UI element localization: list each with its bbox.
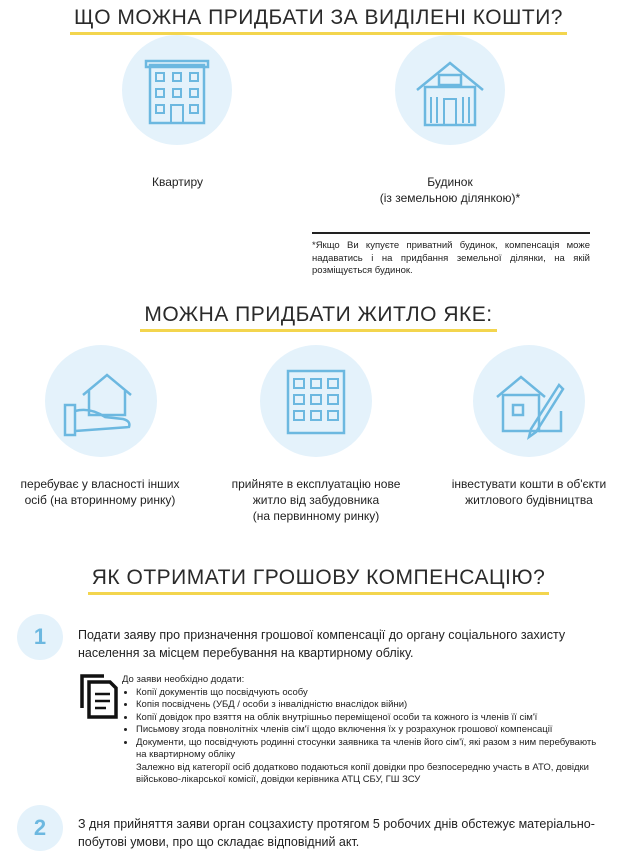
requirements-list: [122, 674, 602, 787]
house-in-hand-icon: [45, 345, 157, 457]
step-2-number: 2: [17, 805, 63, 851]
item-apartment-label: Квартиру: [151, 175, 204, 189]
house-icon: [395, 35, 505, 145]
apartment-building-icon: [122, 35, 232, 145]
house-plan-icon: [473, 345, 585, 457]
item-investment-label: інвестувати кошти в об'єкти житлового будівництва: [451, 477, 607, 507]
item-secondary-market-label: перебуває у власності інших осіб (на вторинному ринку): [20, 477, 180, 507]
section-title-housing-type: МОЖНА ПРИДБАТИ ЖИТЛО ЯКЕ:: [0, 303, 637, 332]
requirement-item: • Копії документів що посвідчують особу: [136, 687, 602, 700]
requirement-item: • Копія посвідчень (УБД / особи з інвалідністю внаслідок війни): [136, 699, 602, 712]
requirements-note: Залежно від категорії осіб додатково подаються копії довідки про безпосередню участь в АТО, довідки військово-лікарської комісії, довідки керівника АТЦ СБУ, ГШ ЗСУ: [136, 761, 589, 785]
step-1-text: Подати заяву про призначення грошової компенсації до органу соціального захисту населення за місцем перебування на квартирному обліку.: [78, 628, 566, 660]
footnote-divider: [312, 232, 590, 234]
step-1-number: 1: [17, 614, 63, 660]
requirement-item: • Документи, що посвідчують родинні стосунки заявника та членів його сім'ї, які разом з ним перебувають на квартирному обліку: [136, 737, 602, 762]
item-house-label: Будинок (із земельною ділянкою)*: [379, 175, 521, 205]
documents-icon: [78, 672, 120, 720]
requirement-item: • Письмову згода повнолітніх членів сім'ї щодо включення їх у розрахунок грошової компенсації: [136, 724, 602, 737]
step-2-text: З дня прийняття заяви орган соцзахисту протягом 5 робочих днів обстежує матеріально-побутові умови, про що складає відповідний акт.: [78, 817, 595, 849]
section-title-what-to-buy: ЩО МОЖНА ПРИДБАТИ ЗА ВИДІЛЕНІ КОШТИ?: [0, 6, 637, 35]
requirement-item: • Копії довідок про взяття на облік внутрішньо переміщеної особи та кожного із членів її сім'ї: [136, 712, 602, 725]
section-title-how-to-get: ЯК ОТРИМАТИ ГРОШОВУ КОМПЕНСАЦІЮ?: [0, 566, 637, 595]
new-building-icon: [260, 345, 372, 457]
footnote: *Якщо Ви купуєте приватний будинок, компенсація може надаватись і на придбання земельної ділянки, на якій розміщується будинок.: [312, 240, 590, 276]
item-primary-market-label: прийняте в експлуатацію нове житло від забудовника (на первинному ринку): [231, 477, 401, 523]
requirements-heading: До заяви необхідно додати:: [122, 674, 245, 685]
